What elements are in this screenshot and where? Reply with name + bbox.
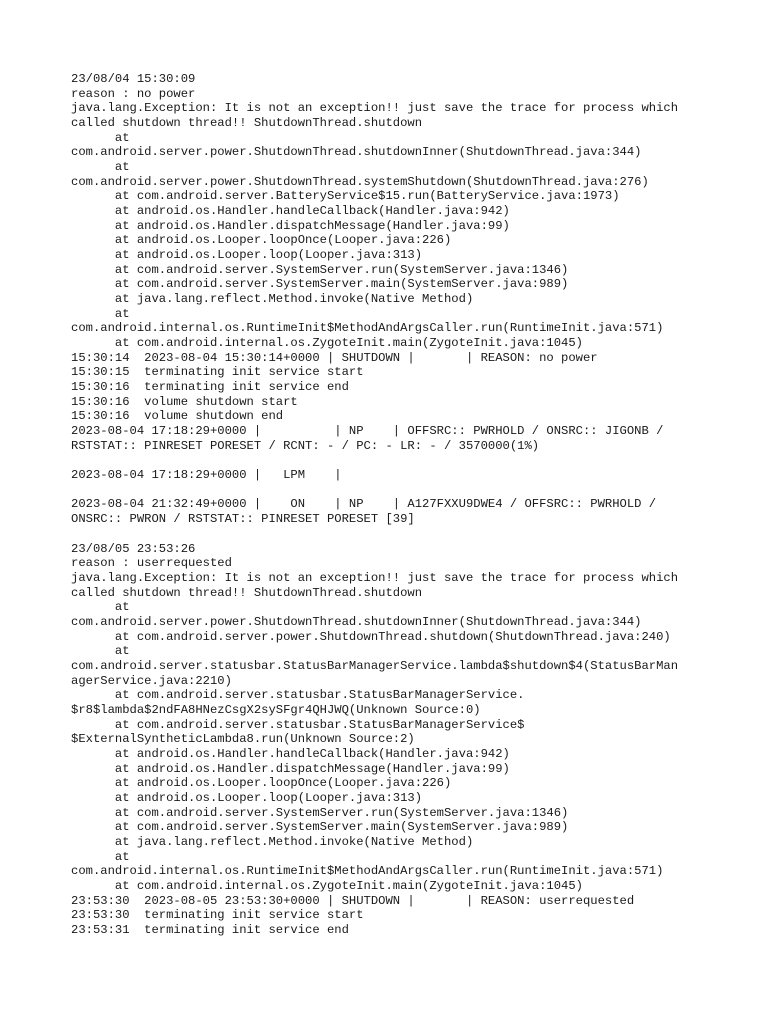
- log-line: 15:30:16 terminating init service end: [71, 380, 349, 395]
- log-line: 23:53:30 terminating init service start: [71, 908, 364, 923]
- log-line: ONSRC:: PWRON / RSTSTAT:: PINRESET PORESET [39]: [71, 512, 415, 527]
- log-line: 15:30:15 terminating init service start: [71, 365, 364, 380]
- log-line: at com.android.server.SystemServer.run(SystemServer.java:1346): [71, 262, 569, 277]
- log-line: at com.android.server.statusbar.StatusBarManagerService$: [71, 717, 525, 732]
- log-line: at com.android.internal.os.ZygoteInit.main(ZygoteInit.java:1045): [71, 878, 583, 893]
- log-line: com.android.internal.os.RuntimeInit$MethodAndArgsCaller.run(RuntimeInit.java:571): [71, 864, 664, 879]
- log-line: at: [71, 130, 130, 145]
- log-line: 2023-08-04 17:18:29+0000 | LPM |: [71, 468, 342, 483]
- log-line: at android.os.Handler.dispatchMessage(Handler.java:99): [71, 761, 510, 776]
- log-line: at android.os.Handler.handleCallback(Handler.java:942): [71, 204, 510, 219]
- log-line: at java.lang.reflect.Method.invoke(Native Method): [71, 292, 474, 307]
- log-line: java.lang.Exception: It is not an exception!! just save the trace for process which: [71, 101, 679, 116]
- log-line: 15:30:16 volume shutdown end: [71, 409, 284, 424]
- log-line: 15:30:14 2023-08-04 15:30:14+0000 | SHUTDOWN | | REASON: no power: [71, 350, 598, 365]
- log-document: [71, 72, 731, 938]
- log-line: at java.lang.reflect.Method.invoke(Native Method): [71, 834, 474, 849]
- log-line: [71, 483, 731, 498]
- log-line: 23:53:30 2023-08-05 23:53:30+0000 | SHUTDOWN | | REASON: userrequested: [71, 893, 635, 908]
- log-line: com.android.server.power.ShutdownThread.shutdownInner(ShutdownThread.java:344): [71, 145, 642, 160]
- log-line: at com.android.internal.os.ZygoteInit.main(ZygoteInit.java:1045): [71, 336, 583, 351]
- log-line: 23/08/04 15:30:09: [71, 72, 196, 86]
- log-line: at: [71, 306, 130, 321]
- log-line: 2023-08-04 17:18:29+0000 | | NP | OFFSRC:: PWRHOLD / ONSRC:: JIGONB /: [71, 424, 664, 439]
- log-line: RSTSTAT:: PINRESET PORESET / RCNT: - / PC: - LR: - / 3570000(1%): [71, 438, 540, 453]
- log-line: at com.android.server.SystemServer.main(SystemServer.java:989): [71, 820, 569, 835]
- log-line: $ExternalSyntheticLambda8.run(Unknown Source:2): [71, 732, 415, 747]
- log-line: 2023-08-04 21:32:49+0000 | ON | NP | A127FXXU9DWE4 / OFFSRC:: PWRHOLD /: [71, 497, 657, 512]
- log-line: called shutdown thread!! ShutdownThread.shutdown: [71, 116, 423, 131]
- log-line: 15:30:16 volume shutdown start: [71, 394, 298, 409]
- log-line: at android.os.Handler.handleCallback(Handler.java:942): [71, 746, 510, 761]
- log-line: at android.os.Handler.dispatchMessage(Handler.java:99): [71, 218, 510, 233]
- log-line: at com.android.server.SystemServer.run(SystemServer.java:1346): [71, 805, 569, 820]
- log-line: reason : userrequested: [71, 556, 232, 571]
- log-line: 23/08/05 23:53:26: [71, 541, 196, 556]
- log-line: at android.os.Looper.loop(Looper.java:313): [71, 248, 423, 263]
- log-line: at android.os.Looper.loopOnce(Looper.java:226): [71, 233, 452, 248]
- log-line: called shutdown thread!! ShutdownThread.shutdown: [71, 585, 423, 600]
- log-line: reason : no power: [71, 86, 196, 101]
- log-line: at android.os.Looper.loopOnce(Looper.java:226): [71, 776, 452, 791]
- log-line: at: [71, 160, 130, 175]
- log-line: com.android.server.power.ShutdownThread.systemShutdown(ShutdownThread.java:276): [71, 174, 649, 189]
- log-line: at: [71, 600, 130, 615]
- log-line: $r8$lambda$2ndFA8HNezCsgX2sySFgr4QHJWQ(Unknown Source:0): [71, 702, 481, 717]
- log-line: at com.android.server.BatteryService$15.run(BatteryService.java:1973): [71, 189, 620, 204]
- log-line: agerService.java:2210): [71, 673, 232, 688]
- log-line: com.android.server.power.ShutdownThread.shutdownInner(ShutdownThread.java:344): [71, 614, 642, 629]
- log-line: at: [71, 849, 130, 864]
- log-line: at android.os.Looper.loop(Looper.java:313): [71, 790, 423, 805]
- log-line: at com.android.server.statusbar.StatusBarManagerService.: [71, 688, 525, 703]
- log-line: at com.android.server.power.ShutdownThread.shutdown(ShutdownThread.java:240): [71, 629, 671, 644]
- log-line: at com.android.server.SystemServer.main(SystemServer.java:989): [71, 277, 569, 292]
- log-line: [71, 453, 731, 468]
- log-line: java.lang.Exception: It is not an exception!! just save the trace for process which: [71, 570, 679, 585]
- log-line: at: [71, 644, 130, 659]
- log-line: 23:53:31 terminating init service end: [71, 922, 349, 937]
- log-line: com.android.internal.os.RuntimeInit$MethodAndArgsCaller.run(RuntimeInit.java:571): [71, 321, 664, 336]
- log-line: com.android.server.statusbar.StatusBarManagerService.lambda$shutdown$4(StatusBarMan: [71, 658, 679, 673]
- log-line: [71, 527, 731, 542]
